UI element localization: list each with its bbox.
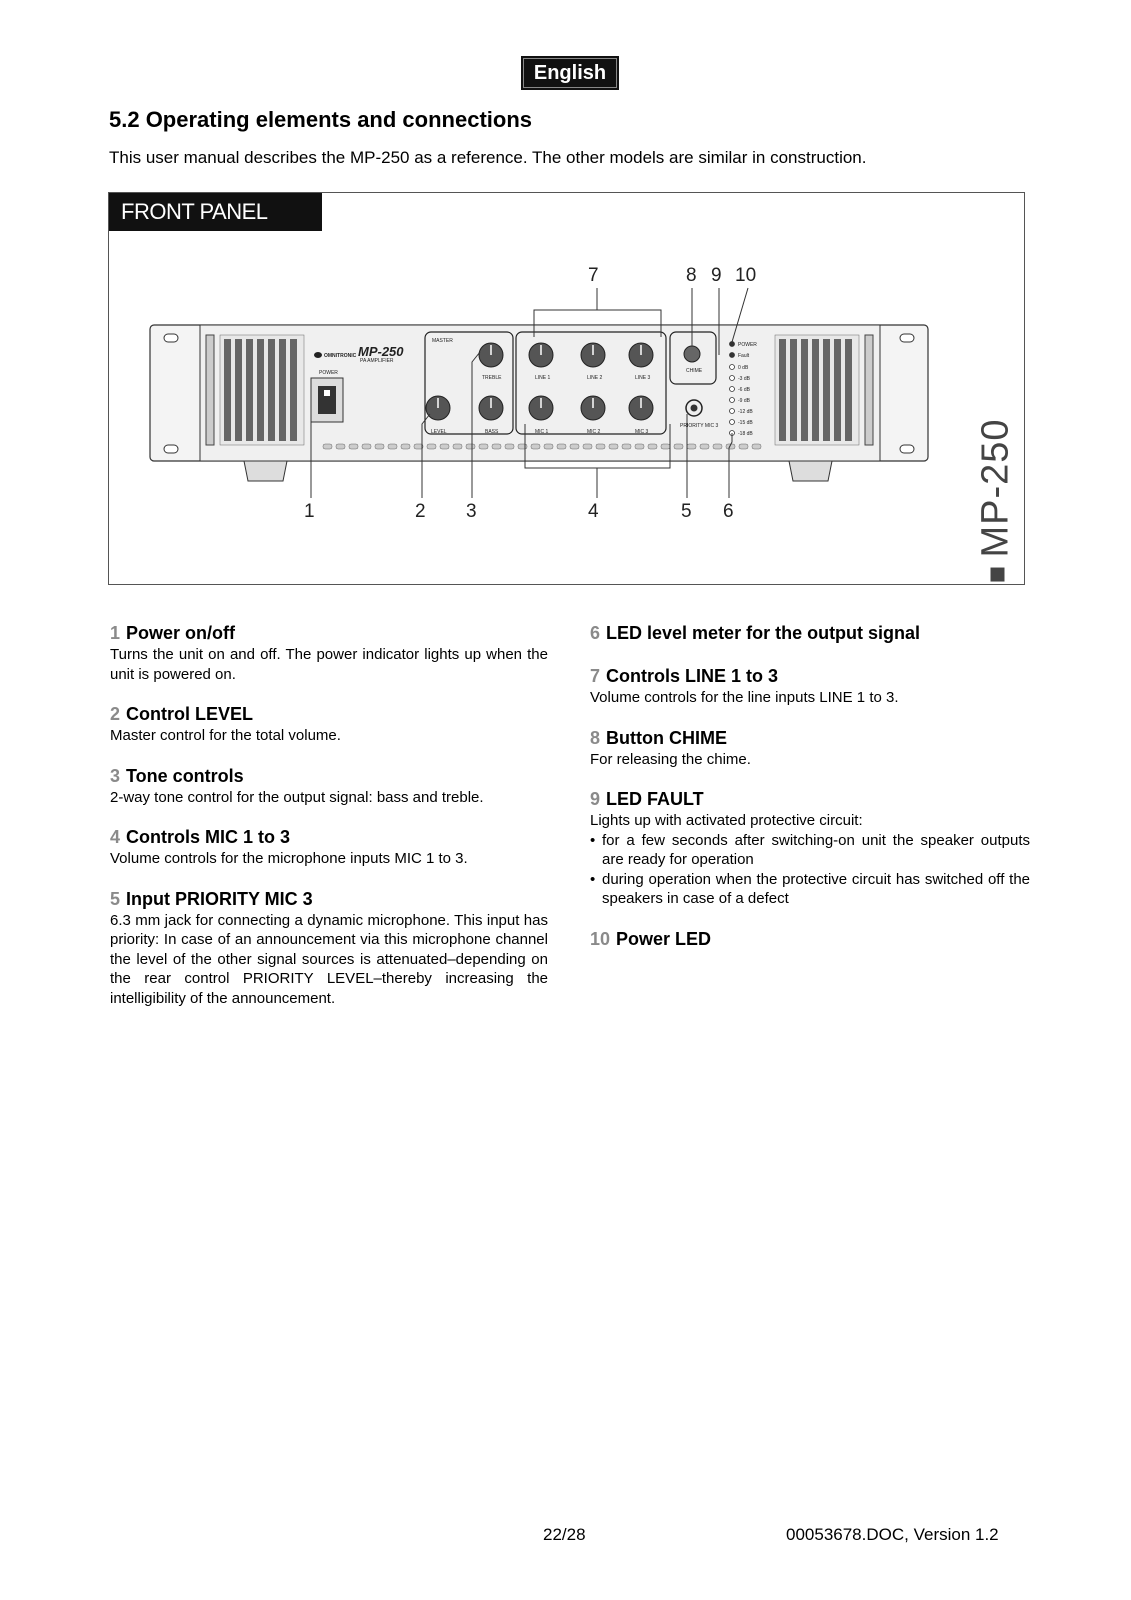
rack-hole [900, 334, 914, 342]
section-title: 5.2 Operating elements and connections [109, 107, 532, 132]
brand-name: OMNITRONIC [324, 353, 357, 359]
meter-led [730, 398, 735, 403]
mic2-knob-label: MIC 2 [587, 429, 601, 435]
item-chime: 8 Button CHIME For releasing the chime. [590, 727, 751, 768]
meter-led [730, 409, 735, 414]
line1-knob-label: LINE 1 [535, 375, 551, 381]
power-switch-label: POWER [319, 370, 338, 376]
callout-4: 4 [588, 501, 599, 522]
description-column-left [110, 622, 548, 1027]
led-label-meter: -12 dB [738, 409, 753, 415]
item-power-led: 10 Power LED [590, 928, 712, 949]
description-column-right [590, 622, 1030, 969]
device-model: MP-250 [358, 344, 404, 359]
mic1-knob-label: MIC 1 [535, 429, 549, 435]
callout-3: 3 [466, 501, 477, 522]
led-label-meter: -6 dB [738, 387, 750, 393]
front-panel-label: FRONT PANEL [109, 193, 322, 231]
item-power: 1 Power on/off Turns the unit on and off. The power indicator lights up when the unit is powered on. [110, 623, 548, 683]
power-switch-indicator [324, 390, 330, 396]
jack-socket [691, 405, 698, 412]
fault-led [730, 353, 735, 358]
foot [789, 461, 832, 481]
led-label-power: POWER [738, 342, 757, 348]
treble-knob-label: TREBLE [482, 375, 502, 381]
meter-led [730, 420, 735, 425]
item-mic: 4 Controls MIC 1 to 3 Volume controls for the microphone inputs MIC 1 to 3. [110, 827, 468, 867]
led-label-meter: -18 dB [738, 431, 753, 437]
rack-hole [164, 445, 178, 453]
priority-jack-label: PRIORITY MIC 3 [680, 423, 719, 429]
led-label-meter: -3 dB [738, 376, 750, 382]
meter-led [730, 376, 735, 381]
square-bullet-icon [990, 568, 1004, 582]
brand-logo-icon [314, 352, 322, 358]
list-item: • during operation when the protective circuit has switched off the speakers in case of a defect [590, 870, 1030, 909]
meter-led [730, 365, 735, 370]
led-label-meter: -15 dB [738, 420, 753, 426]
callout-9: 9 [711, 265, 722, 286]
led-label-fault: Fault [738, 353, 750, 359]
right-vent-grille [775, 335, 873, 445]
level-knob-label: LEVEL [431, 429, 447, 435]
callout-6: 6 [723, 501, 734, 522]
model-side-label: MP-250 [976, 425, 1016, 575]
chime-label: CHIME [686, 368, 703, 374]
foot [244, 461, 287, 481]
item-led-meter: 6 LED level meter for the output signal [590, 623, 921, 643]
item-level: 2 Control LEVEL Master control for the total volume. [110, 704, 341, 744]
list-item: • for a few seconds after switching-on unit the speaker outputs are ready for operation [590, 831, 1030, 870]
meter-led [730, 387, 735, 392]
callout-1: 1 [304, 501, 315, 522]
amplifier-front-panel-illustration [108, 192, 1025, 585]
line2-knob-label: LINE 2 [587, 375, 603, 381]
line3-knob-label: LINE 3 [635, 375, 651, 381]
mic3-knob-label: MIC 3 [635, 429, 649, 435]
rack-hole [164, 334, 178, 342]
intro-text: This user manual describes the MP-250 as a reference. The other models are similar in construction. [109, 148, 867, 167]
item-tone: 3 Tone controls 2-way tone control for the output signal: bass and treble. [110, 765, 484, 806]
fault-bullet-list [590, 831, 1030, 909]
left-vent-grille [206, 335, 304, 445]
callout-10: 10 [735, 265, 757, 286]
rack-hole [900, 445, 914, 453]
power-led [730, 342, 735, 347]
callout-8: 8 [686, 265, 697, 286]
bass-knob-label: BASS [485, 429, 499, 435]
document-id: 00053678.DOC, Version 1.2 [786, 1525, 999, 1544]
callout-2: 2 [415, 501, 426, 522]
led-label-meter: 0 dB [738, 365, 749, 371]
callout-7: 7 [588, 265, 599, 286]
item-priority: 5 Input PRIORITY MIC 3 6.3 mm jack for connecting a dynamic microphone. This input has priority: In case of an announcement via this microphone channel the level of the other signal sources is attenuated–depending on the rear control PRIORITY LEVEL–thereby increasing the intelligibility of the announcement. [110, 888, 548, 1007]
chime-button[interactable] [684, 346, 700, 362]
page-number: 22/28 [543, 1525, 586, 1544]
master-label: MASTER [432, 338, 453, 344]
callout-5: 5 [681, 501, 692, 522]
item-fault: 9 LED FAULT Lights up with activated protective circuit: • for a few seconds after switching-on unit the speaker outputs are ready for operation • during operation when the protective circuit has switched off the speakers in case of a defect [590, 788, 1030, 909]
device-subtitle: PA AMPLIFIER [360, 358, 394, 364]
led-label-meter: -9 dB [738, 398, 750, 404]
item-line: 7 Controls LINE 1 to 3 Volume controls for the line inputs LINE 1 to 3. [590, 666, 899, 706]
language-badge: English [521, 56, 619, 90]
